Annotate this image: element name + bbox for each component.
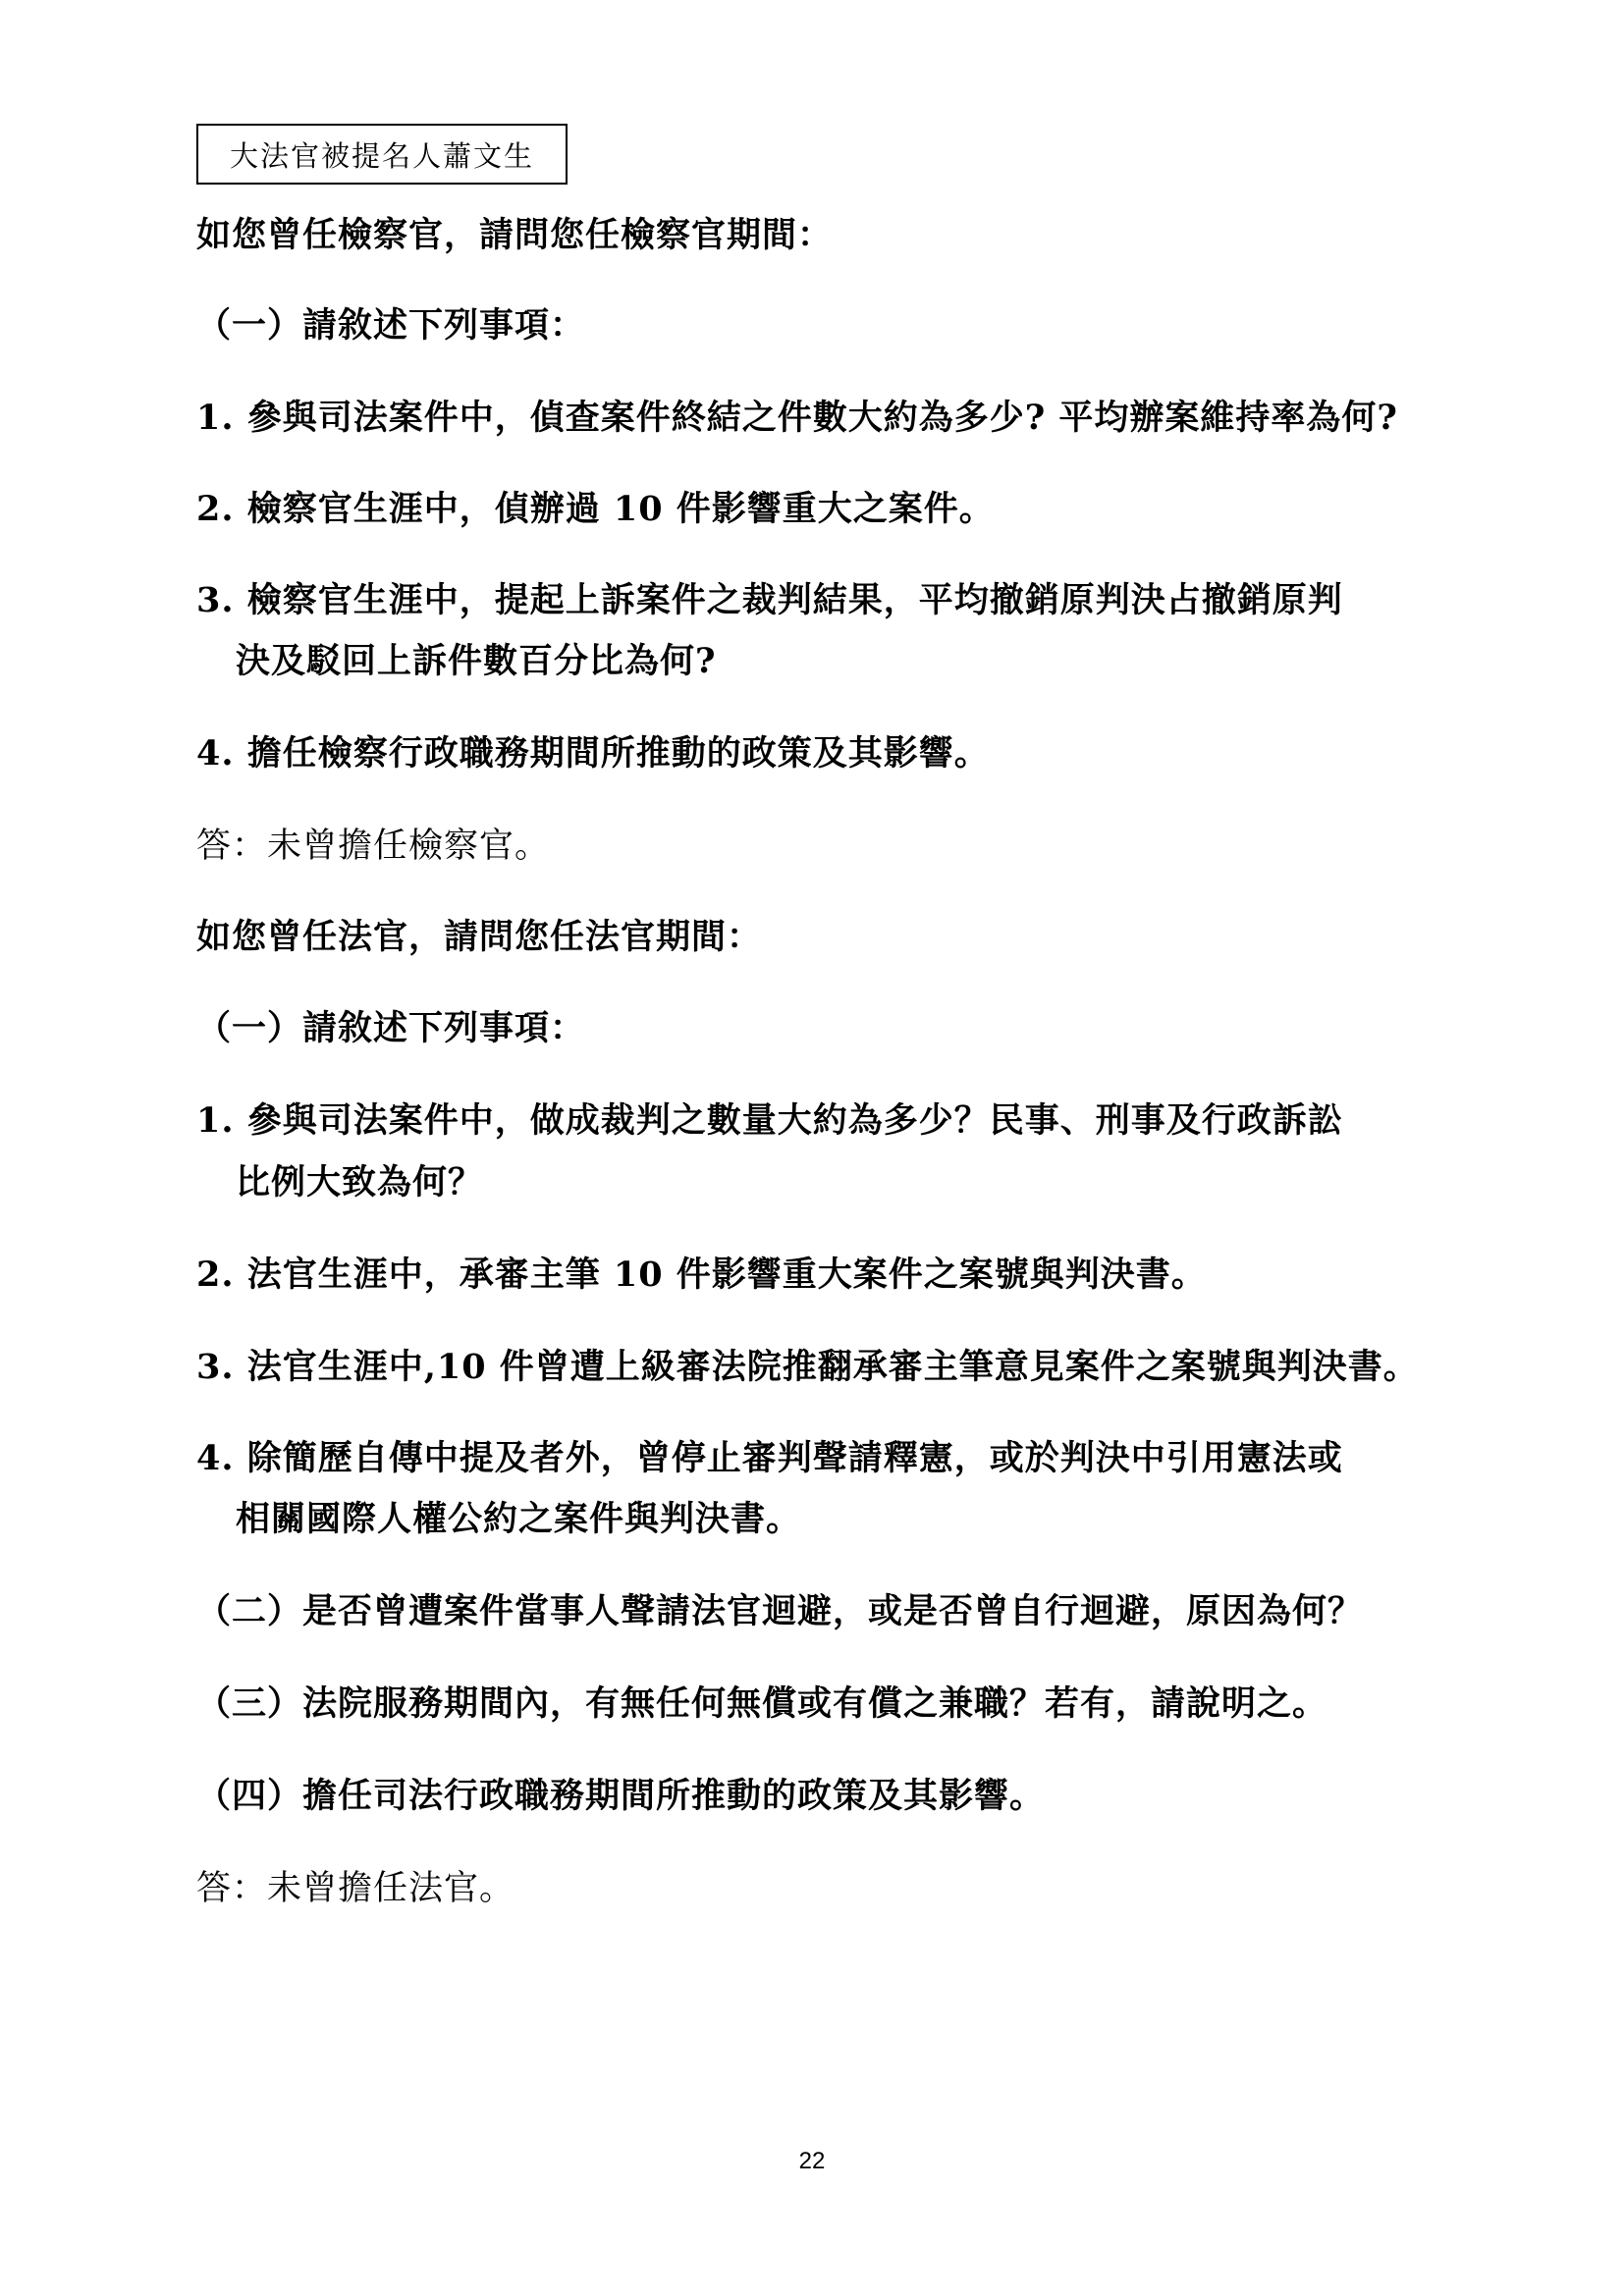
judge-answer: 答：未曾擔任法官。 (196, 1869, 515, 1908)
judge-intro: 如您曾任法官，請問您任法官期間： (196, 917, 763, 957)
prosecutor-question-4: 4. 擔任檢察行政職務期間所推動的政策及其影響。 (196, 733, 990, 774)
page-number: 22 (798, 2148, 826, 2174)
nominee-label: 大法官被提名人蕭文生 (229, 138, 534, 173)
prosecutor-question-3-line-2: 決及駁回上訴件數百分比為何? (236, 641, 717, 681)
judge-question-3: 3. 法官生涯中,10 件曾遭上級審法院推翻承審主筆意見案件之案號與判決書。 (196, 1347, 1419, 1387)
judge-item-2: （二）是否曾遭案件當事人聲請法官迴避，或是否曾自行迴避，原因為何？ (196, 1591, 1364, 1631)
judge-question-4-line-1: 4. 除簡歷自傳中提及者外，曾停止審判聲請釋憲，或於判決中引用憲法或 (196, 1438, 1343, 1478)
judge-sub-heading: （一）請敘述下列事項： (196, 1008, 586, 1048)
prosecutor-question-2: 2. 檢察官生涯中，偵辦過 10 件影響重大之案件。 (196, 489, 995, 529)
nominee-name-box (196, 124, 568, 185)
judge-question-2: 2. 法官生涯中，承審主筆 10 件影響重大案件之案號與判決書。 (196, 1255, 1207, 1295)
judge-item-4: （四）擔任司法行政職務期間所推動的政策及其影響。 (196, 1776, 1046, 1816)
judge-question-1-line-1: 1. 參與司法案件中，做成裁判之數量大約為多少？民事、刑事及行政訴訟 (196, 1100, 1343, 1141)
judge-question-4-line-2: 相關國際人權公約之案件與判決書。 (236, 1499, 802, 1539)
prosecutor-answer: 答：未曾擔任檢察官。 (196, 827, 551, 866)
judge-question-1-line-2: 比例大致為何？ (236, 1162, 484, 1202)
prosecutor-sub-heading: （一）請敘述下列事項： (196, 305, 586, 346)
judge-item-3: （三）法院服務期間內，有無任何無償或有償之兼職？若有，請說明之。 (196, 1683, 1328, 1724)
prosecutor-question-3-line-1: 3. 檢察官生涯中，提起上訴案件之裁判結果，平均撤銷原判決占撤銷原判 (196, 580, 1343, 620)
prosecutor-question-1: 1. 參與司法案件中，偵查案件終結之件數大約為多少? 平均辦案維持率為何? (196, 398, 1398, 438)
prosecutor-intro: 如您曾任檢察官，請問您任檢察官期間： (196, 215, 834, 255)
